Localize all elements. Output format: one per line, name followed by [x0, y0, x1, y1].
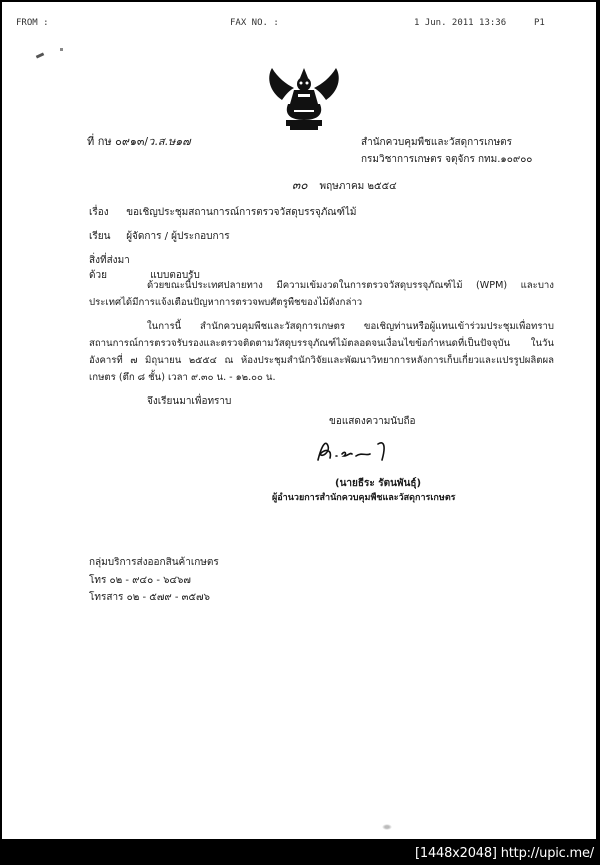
fax-header [2, 10, 596, 28]
scan-speck [382, 824, 392, 830]
subject-label: เรื่อง [89, 207, 109, 218]
body-paragraph-2: ในการนี้ สำนักควบคุมพืชและวัสดุการเกษตร ขอเชิญท่านหรือผู้แทนเข้าร่วมประชุมเพื่อทราบสถานการณ์การตรวจรับรองและตรวจติดตามวัสดุบรรจุภัณฑ์ไม้ตลอดจนเงื่อนไขข้อกำหนดที่เป็นปัจจุบัน ในวันอังคารที่ ๗ มิถุนายน ๒๕๕๔ ณ ห้องประชุมสำนักวิจัยและพัฒนาวิทยาการหลังการเก็บเกี่ยวและแปรรูปผลิตผลเกษตร (ตึก ๘ ชั้น) เวลา ๙.๓๐ น. - ๑๒.๐๐ น. [89, 321, 554, 383]
reference-number: ที่ กษ ๐๙๑๓/ว.ส.ษ๑๗ [87, 135, 191, 148]
garuda-emblem-icon [264, 64, 344, 132]
signer-name: (นายธีระ รัตนพันธุ์) [335, 478, 422, 489]
recipient-line [89, 229, 230, 244]
body-paragraph-1: ด้วยขณะนี้ประเทศปลายทาง มีความเข้มงวดในการตรวจวัสดุบรรจุภัณฑ์ไม้ (WPM) และบางประเทศได้มีการแจ้งเตือนปัญหาการตรวจพบศัตรูพืชของไม้ดังกล่าว [89, 280, 554, 308]
fax-page-number: P1 [534, 18, 545, 28]
contact-fax: โทรสาร ๐๒ - ๕๗๙ - ๓๕๗๖ [89, 592, 210, 603]
recipient-label: เรียน [89, 231, 111, 242]
contact-block [89, 554, 219, 607]
letter-date: ๓๐ พฤษภาคม ๒๕๕๔ [292, 178, 397, 192]
signer-title: ผู้อำนวยการสำนักควบคุมพืชและวัสดุการเกษตร [272, 493, 456, 503]
scan-mark [36, 52, 45, 58]
contact-phone: โทร ๐๒ - ๙๔๐ - ๖๔๖๗ [89, 574, 191, 586]
date-day-handwritten: ๓๐ [292, 178, 308, 192]
fax-from-label: FROM : [16, 18, 49, 28]
reference-handwritten: ว.ส.ษ๑๗ [148, 135, 191, 148]
subject-line [89, 205, 357, 220]
closing-text: จึงเรียนมาเพื่อทราบ [147, 396, 232, 407]
enclosure-text: แบบตอบรับ [150, 270, 200, 281]
contact-department: กลุ่มบริการส่งออกสินค้าเกษตร [89, 557, 219, 568]
recipient-text: ผู้จัดการ / ผู้ประกอบการ [126, 231, 230, 242]
fax-page [2, 2, 596, 839]
regards-text: ขอแสดงความนับถือ [329, 416, 416, 427]
sender-organization: สำนักควบคุมพืชและวัสดุการเกษตร กรมวิชาการเกษตร จตุจักร กทม.๑๐๙๐๐ [361, 137, 533, 165]
image-watermark: [1448x2048] http://upic.me/ [415, 846, 594, 861]
scan-speck [60, 48, 63, 51]
fax-number-label: FAX NO. : [230, 18, 279, 28]
subject-text: ขอเชิญประชุมสถานการณ์การตรวจวัสดุบรรจุภัณฑ์ไม้ [126, 207, 357, 218]
fax-datetime: 1 Jun. 2011 13:36 [414, 18, 507, 28]
enclosure-label: สิ่งที่ส่งมาด้วย [89, 255, 130, 281]
signature-icon [312, 434, 402, 466]
